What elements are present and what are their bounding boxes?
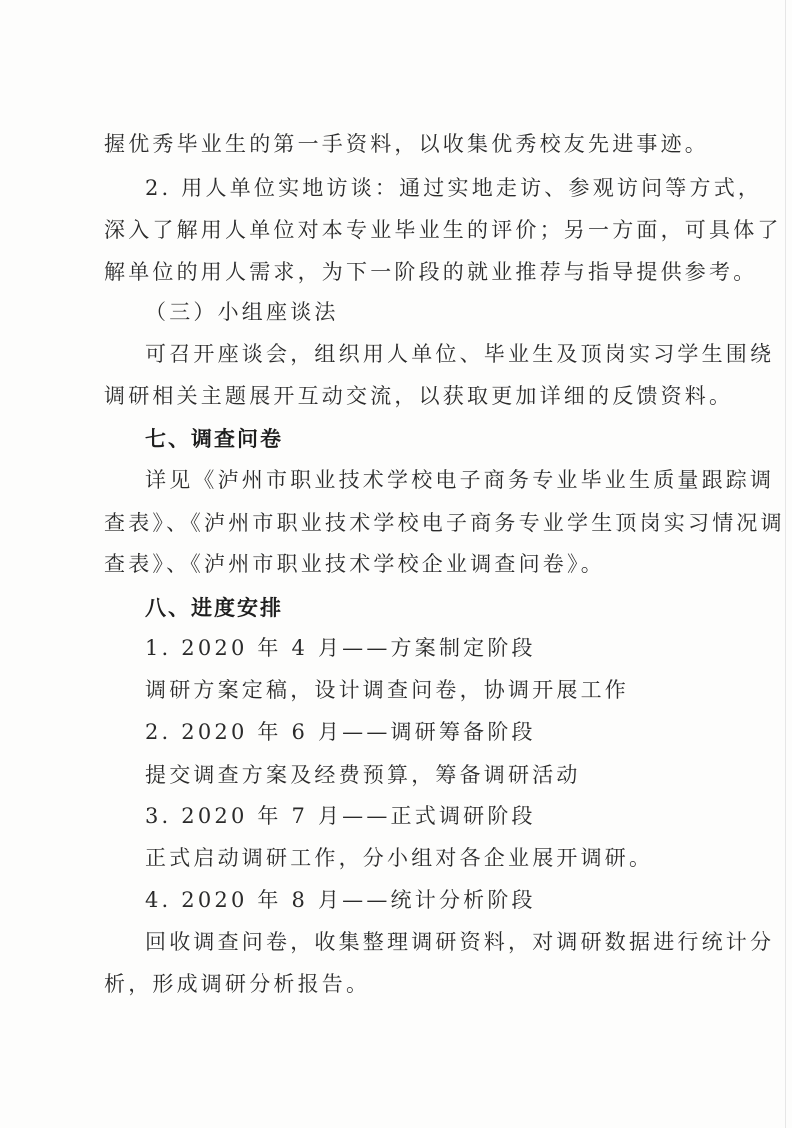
schedule-item-title: 3. 2020 年 7 月——正式调研阶段: [145, 804, 536, 828]
schedule-item-detail: 调研方案定稿，设计调查问卷，协调开展工作: [145, 678, 629, 702]
paragraph-line: 深入了解用人单位对本专业毕业生的评价；另一方面，可具体了: [104, 218, 782, 242]
schedule-item-detail: 正式启动调研工作，分小组对各企业展开调研。: [145, 846, 654, 870]
paragraph-line: 解单位的用人需求，为下一阶段的就业推荐与指导提供参考。: [104, 260, 758, 284]
section-heading: 七、调查问卷: [145, 427, 283, 451]
paragraph-line: 析，形成调研分析报告。: [104, 972, 371, 996]
paragraph-line: 查表》、《泸州市职业技术学校企业调查问卷》。: [104, 552, 605, 576]
paragraph-line: 详见《泸州市职业技术学校电子商务专业毕业生质量跟踪调: [145, 468, 775, 492]
paragraph-line: 握优秀毕业生的第一手资料，以收集优秀校友先进事迹。: [104, 132, 709, 156]
schedule-item-detail: 回收调查问卷，收集整理调研资料，对调研数据进行统计分: [145, 930, 775, 954]
paragraph-line: 调研相关主题展开互动交流，以获取更加详细的反馈资料。: [104, 384, 734, 408]
paragraph-line: 2. 用人单位实地访谈：通过实地走访、参观访问等方式，: [145, 176, 763, 200]
page-edge-divider: [785, 0, 786, 1128]
schedule-item-title: 1. 2020 年 4 月——方案制定阶段: [145, 636, 536, 660]
subsection-heading: （三）小组座谈法: [145, 300, 339, 324]
schedule-item-detail: 提交调查方案及经费预算，筹备调研活动: [145, 763, 581, 787]
paragraph-line: 可召开座谈会，组织用人单位、毕业生及顶岗实习学生围绕: [145, 342, 775, 366]
section-heading: 八、进度安排: [145, 596, 283, 620]
schedule-item-title: 4. 2020 年 8 月——统计分析阶段: [145, 888, 536, 912]
paragraph-line: 查表》、《泸州市职业技术学校电子商务专业学生顶岗实习情况调: [104, 511, 785, 535]
schedule-item-title: 2. 2020 年 6 月——调研筹备阶段: [145, 720, 536, 744]
